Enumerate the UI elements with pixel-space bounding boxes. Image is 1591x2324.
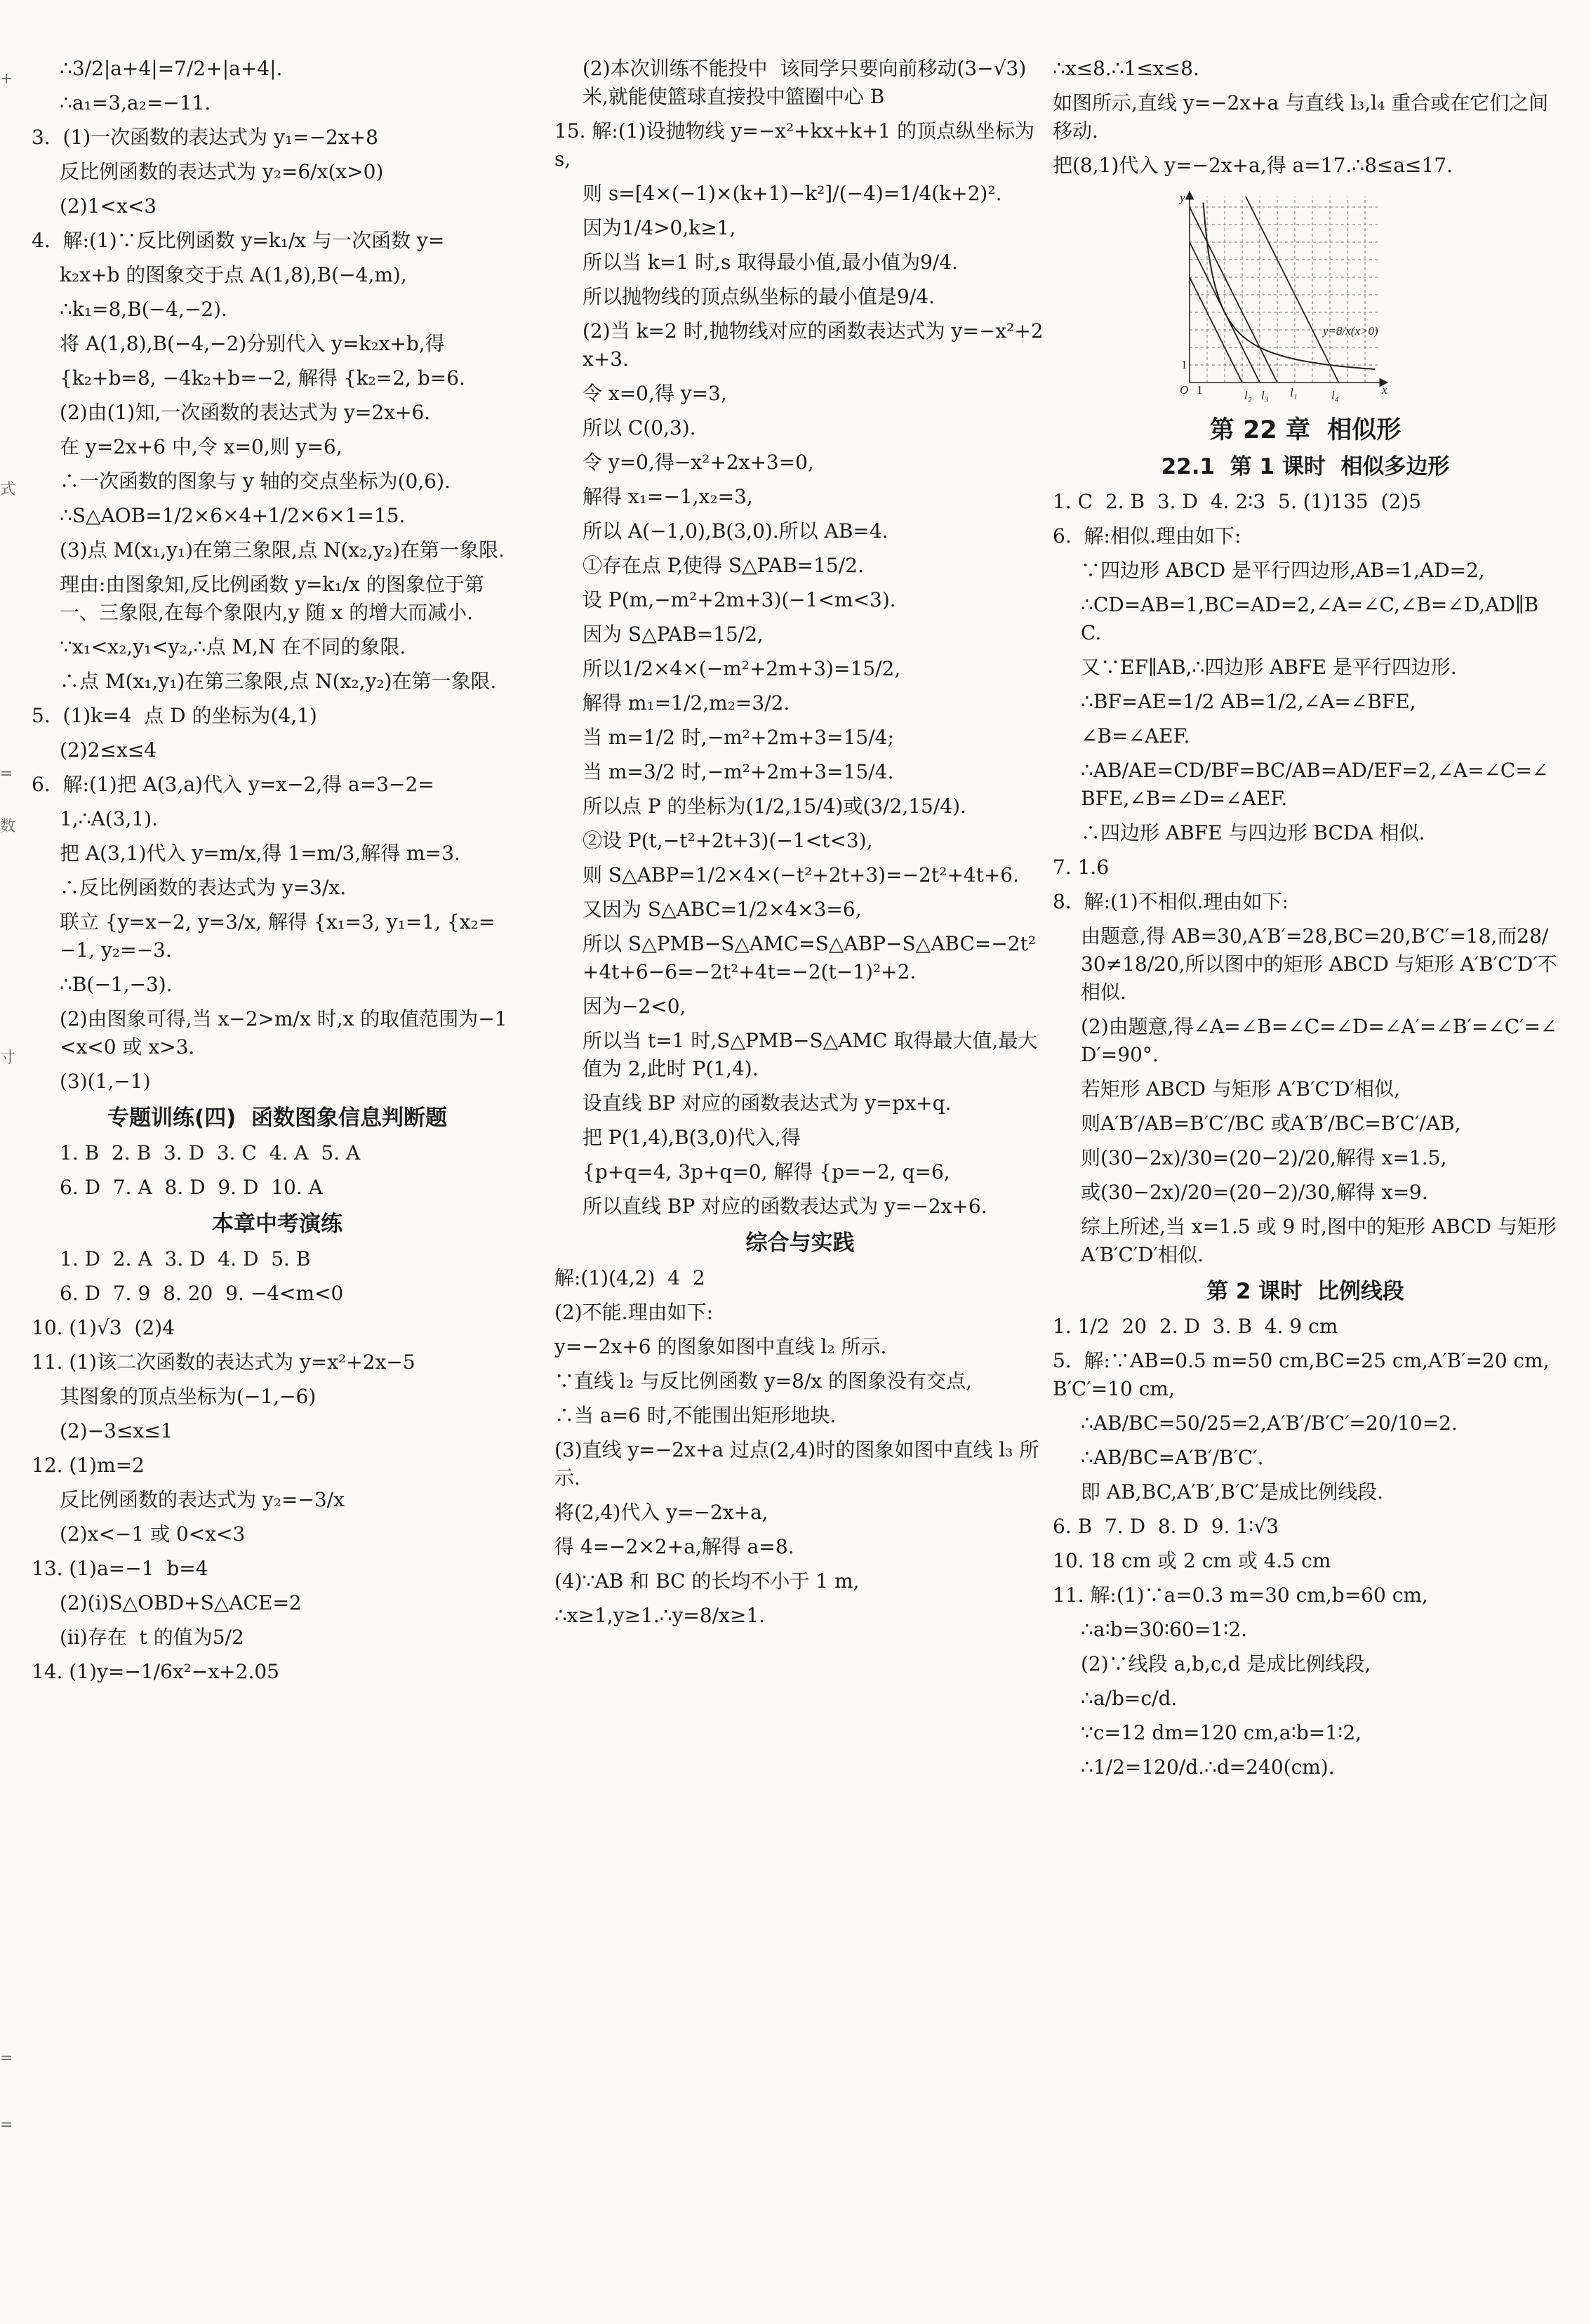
line-label-l1: l₁ bbox=[1290, 386, 1298, 399]
answer-line: 理由:由图象知,反比例函数 y=k₁/x 的图象位于第一、三象限,在每个象限内,y 随 x 的增大而减小. bbox=[60, 573, 484, 624]
answer-line: 又因为 S△ABC=1/2×4×3=6, bbox=[583, 898, 862, 921]
answer-line: ∴点 M(x₁,y₁)在第三象限,点 N(x₂,y₂)在第一象限. bbox=[60, 670, 497, 693]
answer-line: 所以抛物线的顶点纵坐标的最小值是9/4. bbox=[583, 285, 935, 308]
answer-line: {k₂+b=8, −4k₂+b=−2, 解得 {k₂=2, b=6. bbox=[60, 366, 465, 390]
answer-line: ∴3/2|a+4|=7/2+|a+4|. bbox=[60, 57, 283, 80]
edge-mark: 寸 bbox=[0, 1049, 16, 1067]
answer-line: 5. 解:∵AB=0.5 m=50 cm,BC=25 cm,A′B′=20 cm,B′C′=10 cm, bbox=[1053, 1349, 1550, 1400]
answer-line: 反比例函数的表达式为 y₂=−3/x bbox=[60, 1488, 345, 1511]
column-right-bottom bbox=[1053, 416, 1563, 1781]
answer-line: 所以 S△PMB−S△AMC=S△ABP−S△ABC=−2t²+4t+6−6=−2t²+4t=−2(t−1)²+2. bbox=[583, 932, 1037, 983]
answer-line: 设 P(m,−m²+2m+3)(−1<m<3). bbox=[583, 588, 896, 611]
answer-line: 12. (1)m=2 bbox=[32, 1454, 145, 1477]
function-graph bbox=[1176, 186, 1393, 404]
answer-line: 把(8,1)代入 y=−2x+a,得 a=17.∴8≤a≤17. bbox=[1053, 154, 1453, 177]
answer-line: ∴当 a=6 时,不能围出矩形地块. bbox=[554, 1404, 837, 1427]
edge-mark: + bbox=[0, 70, 13, 88]
answer-line: 则 S△ABP=1/2×4×(−t²+2t+3)=−2t²+4t+6. bbox=[583, 863, 1020, 887]
answer-line: ∵x₁<x₂,y₁<y₂,∴点 M,N 在不同的象限. bbox=[60, 635, 406, 658]
y-axis-label: y bbox=[1180, 191, 1185, 204]
answer-line: 因为1/4>0,k≥1, bbox=[583, 216, 736, 239]
answer-line: ∴x≤8.∴1≤x≤8. bbox=[1053, 57, 1199, 80]
answer-line: 如图所示,直线 y=−2x+a 与直线 l₃,l₄ 重合或在它们之间移动. bbox=[1053, 91, 1549, 142]
answer-line: 将 A(1,8),B(−4,−2)分别代入 y=k₂x+b,得 bbox=[60, 332, 445, 355]
answer-line: (2)不能.理由如下: bbox=[554, 1301, 713, 1324]
answer-line: ∴AB/BC=50/25=2,A′B′/B′C′=20/10=2. bbox=[1081, 1412, 1458, 1435]
answer-line: 6. D 7. 9 8. 20 9. −4<m<0 bbox=[60, 1282, 344, 1305]
column-middle bbox=[554, 55, 1046, 1636]
answer-line: 将(2,4)代入 y=−2x+a, bbox=[554, 1501, 768, 1524]
answer-line: 11. 解:(1)∵a=0.3 m=30 cm,b=60 cm, bbox=[1053, 1583, 1428, 1607]
answer-line: 8. 解:(1)不相似.理由如下: bbox=[1053, 890, 1289, 913]
answer-line: 1. 1/2 20 2. D 3. B 4. 9 cm bbox=[1053, 1315, 1338, 1338]
answer-line: ∴CD=AB=1,BC=AD=2,∠A=∠C,∠B=∠D,AD∥BC. bbox=[1081, 593, 1539, 644]
answer-line: ②设 P(t,−t²+2t+3)(−1<t<3), bbox=[583, 829, 873, 852]
answer-line: ∴AB/AE=CD/BF=BC/AB=AD/EF=2,∠A=∠C=∠BFE,∠B=∠D=∠AEF. bbox=[1081, 759, 1549, 810]
answer-line: 联立 {y=x−2, y=3/x, 解得 {x₁=3, y₁=1, {x₂=−1, y₂=−3. bbox=[60, 910, 495, 962]
answer-line: ∠B=∠AEF. bbox=[1081, 724, 1190, 748]
answer-line: 10. 18 cm 或 2 cm 或 4.5 cm bbox=[1053, 1549, 1331, 1572]
answer-line: 1. B 2. B 3. D 3. C 4. A 5. A bbox=[60, 1141, 361, 1164]
answer-line: ∴B(−1,−3). bbox=[60, 973, 173, 996]
graph-grid bbox=[1190, 197, 1379, 383]
answer-line: ∴一次函数的图象与 y 轴的交点坐标为(0,6). bbox=[60, 470, 451, 493]
answer-line: ∴a∶b=30∶60=1∶2. bbox=[1081, 1618, 1248, 1641]
answer-line: 解得 x₁=−1,x₂=3, bbox=[583, 485, 753, 508]
section-heading: 专题训练(四) 函数图象信息判断题 bbox=[107, 1105, 447, 1131]
answer-line: 若矩形 ABCD 与矩形 A′B′C′D′相似, bbox=[1081, 1077, 1400, 1101]
column-right bbox=[1053, 55, 1563, 1788]
y-tick-label: 1 bbox=[1181, 358, 1187, 371]
answer-line: {p+q=4, 3p+q=0, 解得 {p=−2, q=6, bbox=[583, 1160, 950, 1183]
answer-line: 设直线 BP 对应的函数表达式为 y=px+q. bbox=[583, 1091, 952, 1115]
answer-line: 所以当 k=1 时,s 取得最小值,最小值为9/4. bbox=[583, 251, 959, 274]
edge-mark: = bbox=[0, 765, 13, 783]
answer-line: (2)由图象可得,当 x−2>m/x 时,x 的取值范围为−1<x<0 或 x>3. bbox=[60, 1007, 507, 1058]
answer-line: k₂x+b 的图象交于点 A(1,8),B(−4,m), bbox=[60, 263, 407, 286]
answer-line: (2)由(1)知,一次函数的表达式为 y=2x+6. bbox=[60, 401, 431, 424]
answer-line: (2)∵线段 a,b,c,d 是成比例线段, bbox=[1081, 1652, 1371, 1675]
answer-line: ∴x≥1,y≥1.∴y=8/x≥1. bbox=[554, 1604, 766, 1627]
answer-line: ∴k₁=8,B(−4,−2). bbox=[60, 298, 227, 321]
answer-line: (2)(i)S△OBD+S△ACE=2 bbox=[60, 1591, 302, 1614]
answer-line: 1. C 2. B 3. D 4. 2∶3 5. (1)135 (2)5 bbox=[1053, 490, 1422, 513]
answer-line: ∴反比例函数的表达式为 y=3/x. bbox=[60, 876, 347, 899]
answer-line: (3)(1,−1) bbox=[60, 1070, 151, 1093]
answer-line: 即 AB,BC,A′B′,B′C′是成比例线段. bbox=[1081, 1480, 1384, 1503]
answer-line: 则 s=[4×(−1)×(k+1)−k²]/(−4)=1/4(k+2)². bbox=[583, 182, 1002, 205]
answer-line: 1. D 2. A 3. D 4. D 5. B bbox=[60, 1247, 311, 1270]
answer-line: 综上所述,当 x=1.5 或 9 时,图中的矩形 ABCD 与矩形 A′B′C′D′相似. bbox=[1081, 1215, 1563, 1266]
answer-line: ∴BF=AE=1/2 AB=1/2,∠A=∠BFE, bbox=[1081, 690, 1416, 713]
answer-line: 11. (1)该二次函数的表达式为 y=x²+2x−5 bbox=[32, 1350, 415, 1374]
answer-line: 10. (1)√3 (2)4 bbox=[32, 1316, 175, 1339]
answer-line: (3)点 M(x₁,y₁)在第三象限,点 N(x₂,y₂)在第一象限. bbox=[60, 538, 505, 562]
function-graph-figure bbox=[1176, 186, 1393, 404]
answer-line: 6. B 7. D 8. D 9. 1∶√3 bbox=[1053, 1515, 1279, 1538]
section-heading: 综合与实践 bbox=[745, 1230, 855, 1256]
answer-line: ∴a₁=3,a₂=−11. bbox=[60, 91, 211, 114]
answer-line: 所以当 t=1 时,S△PMB−S△AMC 取得最大值,最大值为 2,此时 P(1,4). bbox=[583, 1029, 1038, 1080]
answer-line: ∵直线 l₂ 与反比例函数 y=8/x 的图象没有交点, bbox=[554, 1369, 973, 1393]
answer-line: ∴1/2=120/d.∴d=240(cm). bbox=[1081, 1755, 1335, 1779]
answer-line: 所以 A(−1,0),B(3,0).所以 AB=4. bbox=[583, 519, 888, 543]
answer-line: 令 y=0,得−x²+2x+3=0, bbox=[583, 451, 814, 474]
answer-line: ∵四边形 ABCD 是平行四边形,AB=1,AD=2, bbox=[1081, 559, 1485, 582]
answer-line: ∵c=12 dm=120 cm,a∶b=1∶2, bbox=[1081, 1721, 1362, 1744]
column-right-top bbox=[1053, 55, 1558, 180]
x-axis-label: x bbox=[1382, 383, 1387, 397]
answer-line: y=−2x+6 的图象如图中直线 l₂ 所示. bbox=[554, 1335, 887, 1358]
section-heading: 本章中考演练 bbox=[212, 1211, 342, 1237]
section-heading: 22.1 第 1 课时 相似多边形 bbox=[1161, 454, 1450, 479]
answer-line: ∴S△AOB=1/2×6×4+1/2×6×1=15. bbox=[60, 504, 406, 527]
answer-line: ①存在点 P,使得 S△PAB=15/2. bbox=[583, 554, 864, 577]
edge-mark: = bbox=[0, 2116, 13, 2134]
section-heading: 第 22 章 相似形 bbox=[1209, 416, 1402, 444]
answer-line: 当 m=3/2 时,−m²+2m+3=15/4. bbox=[583, 760, 894, 783]
line-label-l3: l₃ bbox=[1261, 389, 1269, 402]
answer-line: 把 P(1,4),B(3,0)代入,得 bbox=[583, 1126, 801, 1149]
answer-line: (2)由题意,得∠A=∠B=∠C=∠D=∠A′=∠B′=∠C′=∠D′=90°. bbox=[1081, 1015, 1557, 1066]
answer-line: 解得 m₁=1/2,m₂=3/2. bbox=[583, 691, 790, 715]
answer-line: 所以 C(0,3). bbox=[583, 416, 696, 439]
answer-line: 6. 解:(1)把 A(3,a)代入 y=x−2,得 a=3−2= bbox=[32, 773, 434, 796]
answer-line: 其图象的顶点坐标为(−1,−6) bbox=[60, 1385, 317, 1408]
answer-line: 当 m=1/2 时,−m²+2m+3=15/4; bbox=[583, 726, 894, 749]
answer-line: (2)本次训练不能投中 该同学只要向前移动(3−√3)米,就能使篮球直接投中篮圈中心 B bbox=[583, 57, 1027, 108]
answer-line: 则A′B′/AB=B′C′/BC 或A′B′/BC=B′C′/AB, bbox=[1081, 1112, 1461, 1135]
answer-line: 6. D 7. A 8. D 9. D 10. A bbox=[60, 1176, 323, 1199]
edge-mark: = bbox=[0, 2050, 13, 2067]
curve-label: y=8/x(x>0) bbox=[1323, 324, 1378, 338]
answer-line: 反比例函数的表达式为 y₂=6/x(x>0) bbox=[60, 160, 384, 183]
answer-line: (2)−3≤x≤1 bbox=[60, 1419, 173, 1442]
answer-line: 则(30−2x)/30=(20−2)/20,解得 x=1.5, bbox=[1081, 1146, 1447, 1169]
answer-line: (3)直线 y=−2x+a 过点(2,4)时的图象如图中直线 l₃ 所示. bbox=[554, 1438, 1039, 1489]
answer-line: 7. 1.6 bbox=[1053, 856, 1110, 879]
answer-line: 因为−2<0, bbox=[583, 995, 686, 1018]
answer-line: (2)1<x<3 bbox=[60, 194, 157, 218]
answer-line: 13. (1)a=−1 b=4 bbox=[32, 1557, 208, 1580]
answer-line: 所以直线 BP 对应的函数表达式为 y=−2x+6. bbox=[583, 1195, 987, 1218]
column-left bbox=[32, 55, 523, 1692]
answer-line: 解:(1)(4,2) 4 2 bbox=[554, 1266, 705, 1289]
answer-line: 得 4=−2×2+a,解得 a=8. bbox=[554, 1535, 794, 1558]
answer-line: 1,∴A(3,1). bbox=[60, 807, 159, 830]
answer-line: (2)x<−1 或 0<x<3 bbox=[60, 1522, 246, 1546]
section-heading: 第 2 课时 比例线段 bbox=[1206, 1279, 1404, 1304]
answer-line: 把 A(3,1)代入 y=m/x,得 1=m/3,解得 m=3. bbox=[60, 842, 460, 865]
x-tick-label: 1 bbox=[1197, 383, 1203, 397]
answer-line: ∴a/b=c/d. bbox=[1081, 1687, 1178, 1710]
answer-line: 14. (1)y=−1/6x²−x+2.05 bbox=[32, 1660, 279, 1683]
answer-line: (4)∵AB 和 BC 的长均不小于 1 m, bbox=[554, 1569, 860, 1593]
answer-line: 4. 解:(1)∵反比例函数 y=k₁/x 与一次函数 y= bbox=[32, 229, 445, 252]
answer-line: 在 y=2x+6 中,令 x=0,则 y=6, bbox=[60, 435, 342, 458]
answer-line: (2)当 k=2 时,抛物线对应的函数表达式为 y=−x²+2x+3. bbox=[583, 319, 1044, 371]
answer-line: (ii)存在 t 的值为5/2 bbox=[60, 1626, 244, 1649]
answer-line: 因为 S△PAB=15/2, bbox=[583, 623, 764, 646]
origin-label: O bbox=[1180, 383, 1189, 397]
answer-line: 所以1/2×4×(−m²+2m+3)=15/2, bbox=[583, 657, 901, 680]
answer-line: 令 x=0,得 y=3, bbox=[583, 382, 727, 405]
answer-line: 所以点 P 的坐标为(1/2,15/4)或(3/2,15/4). bbox=[583, 795, 966, 818]
answer-line: 6. 解:相似.理由如下: bbox=[1053, 524, 1241, 547]
edge-mark: 式 bbox=[0, 481, 16, 498]
answer-line: 由题意,得 AB=30,A′B′=28,BC=20,B′C′=18,而28/30≠18/20,所以图中的矩形 ABCD 与矩形 A′B′C′D′不相似. bbox=[1081, 924, 1557, 1004]
answer-line: ∴四边形 ABFE 与四边形 BCDA 相似. bbox=[1081, 821, 1425, 844]
line-label-l4: l₄ bbox=[1331, 389, 1339, 402]
answer-line: 15. 解:(1)设抛物线 y=−x²+kx+k+1 的顶点纵坐标为 s, bbox=[554, 119, 1041, 171]
answer-line: 又∵EF∥AB,∴四边形 ABFE 是平行四边形. bbox=[1081, 656, 1457, 679]
answer-line: 5. (1)k=4 点 D 的坐标为(4,1) bbox=[32, 704, 317, 727]
line-label-l2: l₂ bbox=[1244, 389, 1252, 402]
answer-line: ∴AB/BC=A′B′/B′C′. bbox=[1081, 1446, 1264, 1469]
answer-line: (2)2≤x≤4 bbox=[60, 738, 157, 762]
answer-line: 3. (1)一次函数的表达式为 y₁=−2x+8 bbox=[32, 126, 378, 149]
answer-line: 或(30−2x)/20=(20−2)/30,解得 x=9. bbox=[1081, 1181, 1428, 1204]
edge-mark: 数 bbox=[0, 818, 16, 835]
